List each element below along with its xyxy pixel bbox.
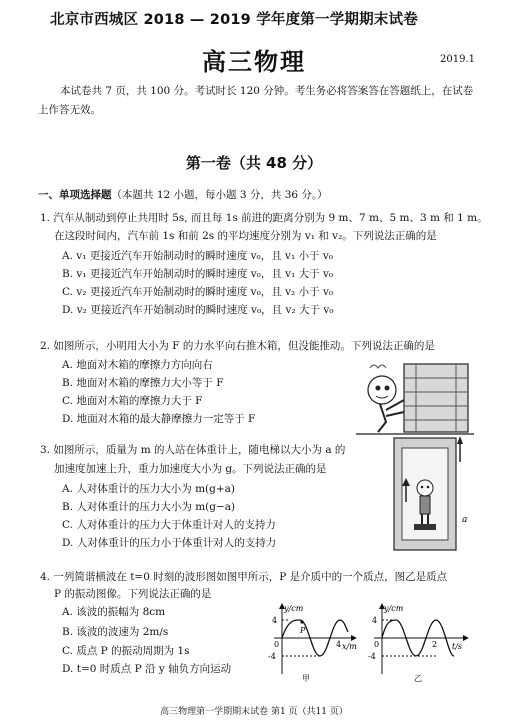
volume-title: 第一卷（共 48 分） (185, 154, 323, 172)
q1-option-c[interactable]: C. v₂ 更接近汽车开始制动时的瞬时速度 v₀，且 v₂ 小于 v₀ (62, 286, 334, 298)
graph1-ylabel: y/cm (284, 604, 304, 613)
point-p (300, 620, 303, 623)
exam-date: 2019.1 (440, 54, 475, 65)
graph2-xlabel: t/s (452, 642, 463, 651)
q2-option-d[interactable]: D. 地面对木箱的最大静摩擦力一定等于 F (62, 413, 256, 425)
exam-instructions: 本试卷共 7 页，共 100 分。考试时长 120 分钟。考生务必将答案答在答题纸上，在试卷上作答无效。 (38, 85, 474, 116)
q3-option-d[interactable]: D. 人对体重计的压力小于体重计对人的支持力 (62, 537, 277, 549)
section-title: 一、单项选择题 (38, 189, 112, 201)
elevator-scale-illustration (388, 432, 468, 556)
q4-option-c[interactable]: C. 质点 P 的振动周期为 1s (62, 645, 190, 657)
page-title: 高三物理 (202, 48, 306, 76)
boy-pushing-crate-illustration (356, 352, 474, 442)
q2-option-b[interactable]: B. 地面对木箱的摩擦力大小等于 F (62, 377, 224, 389)
q1-option-b[interactable]: B. v₁ 更接近汽车开始制动时的瞬时速度 v₀，且 v₁ 大于 v₀ (62, 268, 334, 280)
vibration-graph-yi (366, 602, 476, 684)
graph1-caption: 甲 (302, 674, 310, 683)
graph1-xtick: 4 (336, 640, 342, 649)
q2-stem: 2. 如图所示，小明用大小为 F 的力水平向右推木箱，但没能推动。下列说法正确的是 (40, 340, 435, 352)
q4-stem-line1: 4. 一列简谐横波在 t=0 时刻的波形图如图甲所示，P 是介质中的一个质点，图乙是质点 (40, 571, 448, 583)
graph1-ytick-neg: -4 (268, 652, 276, 661)
graph1-xlabel: x/m (342, 642, 357, 651)
q3-stem-line2: 加速度加速上升，重力加速度大小为 g。下列说法正确的是 (54, 463, 327, 475)
graph2-ytick-neg: -4 (368, 652, 376, 661)
graph1-origin: 0 (274, 640, 280, 649)
section-note: （本题共 12 小题，每小题 3 分，共 36 分。） (111, 189, 328, 201)
wave-graph-jia (262, 602, 362, 684)
q4-option-d[interactable]: D. t=0 时质点 P 沿 y 轴负方向运动 (62, 663, 232, 675)
q2-option-c[interactable]: C. 地面对木箱的摩擦力大于 F (62, 395, 203, 407)
q1-option-d[interactable]: D. v₂ 更接近汽车开始制动时的瞬时速度 v₀，且 v₂ 大于 v₀ (62, 304, 334, 316)
q3-option-c[interactable]: C. 人对体重计的压力大于体重计对人的支持力 (62, 519, 276, 531)
q1-stem-line2: 在这段时间内，汽车前 1s 和前 2s 的平均速度分别为 v₁ 和 v₂。下列说法正确的是 (54, 230, 437, 242)
q4-stem-line2: P 的振动图像。下列说法正确的是 (54, 588, 212, 600)
graph1-point-label: P (300, 626, 306, 635)
exam-header: 北京市西城区 2018 — 2019 学年度第一学期期末试卷 (50, 12, 418, 28)
q3-stem-line1: 3. 如图所示，质量为 m 的人站在体重计上，随电梯以大小为 a 的 (40, 444, 346, 456)
graph2-ytick-pos: 4 (372, 616, 378, 625)
q2-option-a[interactable]: A. 地面对木箱的摩擦力方向向右 (62, 359, 213, 371)
graph1-ytick-pos: 4 (272, 616, 278, 625)
page-footer: 高三物理第一学期期末试卷 第1 页（共11 页） (160, 707, 348, 717)
q3-option-a[interactable]: A. 人对体重计的压力大小为 m(g+a) (62, 483, 236, 495)
section-heading (38, 187, 328, 202)
q4-option-b[interactable]: B. 该波的波速为 2m/s (62, 626, 169, 638)
q3-option-b[interactable]: B. 人对体重计的压力大小为 m(g−a) (62, 501, 236, 513)
q4-option-a[interactable]: A. 该波的振幅为 8cm (62, 606, 166, 618)
graph2-ylabel: y/cm (384, 604, 404, 613)
graph2-origin: 0 (374, 640, 380, 649)
acceleration-label: a (462, 515, 468, 525)
graph2-xtick: 2 (432, 640, 438, 649)
q1-option-a[interactable]: A. v₁ 更接近汽车开始制动时的瞬时速度 v₀，且 v₁ 小于 v₀ (62, 250, 334, 262)
graph2-caption: 乙 (414, 674, 422, 683)
q1-stem-line1: 1. 汽车从制动到停止共用时 5s, 而且每 1s 前进的距离分别为 9 m、7 m、5 m、3 m 和 1 m。 (40, 212, 488, 224)
